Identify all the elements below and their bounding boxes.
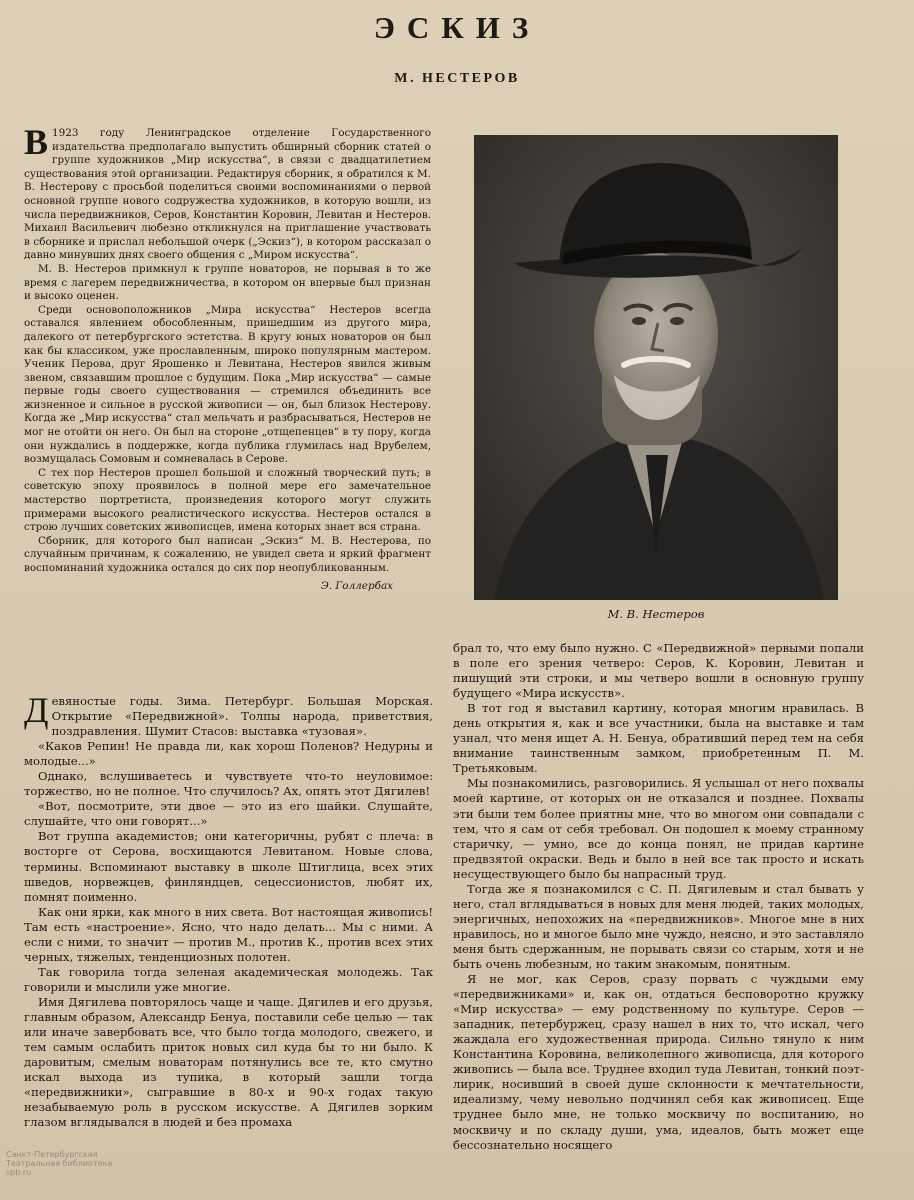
main-dropcap: Д bbox=[24, 690, 49, 730]
main-paragraph: Как они ярки, как много в них света. Вот настоящая живопись! Там есть «настроение». Ясно, что надо делать... Мы с ними. А если с ними, то значит — против М., против К., против всех этих черных, тяжелых, тенденциозных полотен. bbox=[24, 904, 433, 964]
main-paragraph: Имя Дягилева повторялось чаще и чаще. Дягилев и его друзья, главным образом, Александр Бенуа, поставили себе целью — так или иначе завербовать все, что было тогда молодого, свежего, и тем самым ослабить приток новых сил куда бы то ни было. К даровитым, смелым новаторам потянулись все те, кто смутно искал выхода из тупика, в который зашли тогда «передвижники», сыгравшие в 80-х и 90-х годах такую незабываемую роль в русском искусстве. А Дягилев зорким глазом вглядывался в людей и без промаха bbox=[24, 994, 433, 1130]
intro-paragraph: В 1923 году Ленинградское отделение Государственного издательства предполагало выпустить обширный сборник статей о группе художников „Мир искусства“, в связи с двадцатилетием существования этой организации. Редактируя сборник, я обратился к М. В. Нестерову с просьбой поделиться своими воспоминаниями о первой основной группе нового содружества художников, в которую вошли, из числа передвижников, Серов, Константин Коровин, Левитан и Нестеров. Михаил Васильевич любезно откликнулся на приглашение участвовать в сборнике и прислал небольшой очерк („Эскиз“), в котором рассказал о давно минувших днях своего общения с „Миром искусства“. bbox=[24, 122, 431, 262]
intro-signature: Э. Голлербах bbox=[320, 579, 393, 592]
intro-column bbox=[24, 122, 431, 593]
intro-dropcap: В bbox=[24, 122, 49, 162]
main-paragraph: «Вот, посмотрите, эти двое — это из его шайки. Слушайте, слушайте, что они говорят...» bbox=[24, 799, 433, 829]
intro-paragraph: Среди основоположников „Мира искусства“ Нестеров всегда оставался явлением обособленным, пришедшим из другого мира, далекого от петербургского эстетства. В кругу юных новаторов он был как бы классиком, уже прославленным, широко популярным мастером. Ученик Перова, друг Ярошенко и Левитана, Нестеров явился живым звеном, связавшим прошлое с будущим. Пока „Мир искусства“ — самые первые годы своего существования — стремился объединить все жизненное и сильное в русской живописи — он, был близок Нестерову. Когда же „Мир искусства“ стал мельчать и разбрасываться, Нестеров не мог не отойти он него. Он был на стороне „отщепенцев“ в ту пору, когда они нуждались в поддержке, когда публика глумилась над Врубелем, возмущалась Сомовым и сомневалась в Серове. bbox=[24, 303, 431, 466]
main-left-column bbox=[24, 690, 433, 1130]
main-paragraph: Тогда же я познакомился с С. П. Дягилевым и стал бывать у него, стал вглядываться в новых для меня людей, таких молодых, энергичных, непохожих на «передвижников». Многое мне в них нравилось, но и многое было мне чуждо, неясно, и это заставляло меня быть сдержанным, не порывать связи со старым, хотя и не быть очень любезным, но таким знакомым, понятным. bbox=[453, 881, 864, 971]
portrait-photo bbox=[474, 135, 838, 600]
main-paragraph: Я не мог, как Серов, сразу порвать с чуждыми ему «передвижниками» и, как он, отдаться бесповоротно кружку «Мир искусства» — ему родственному по культуре. Серов — западник, петербуржец, сразу нашел в них то, что искал, чего жаждала его художественная природа. Сильно тянуло к ним Константина Коровина, великолепного живописца, для которого живопись — была все. Труднее входил туда Левитан, тонкий поэт-лирик, носивший в своей душе склонности к мечтательности, идеализму, чему невольно подчинял себя как живописец. Еще труднее было мне, не только москвичу по воспитанию, но москвичу и по складу души, ума, идеалов, быть может еще бессознательно носящего bbox=[453, 972, 864, 1152]
intro-paragraph: Сборник, для которого был написан „Эскиз“ М. В. Нестерова, по случайным причинам, к сожалению, не увидел света и яркий фрагмент воспоминаний художника остался до сих пор неопубликованным. bbox=[24, 534, 431, 574]
portrait-figure bbox=[474, 135, 838, 600]
main-paragraph: брал то, что ему было нужно. С «Передвижной» первыми попали в поле его зрения четверо: Серов, К. Коровин, Левитан и пишущий эти строки, и мы четверо вошли в основную группу будущего «Мира искусств». bbox=[453, 641, 864, 701]
main-right-column bbox=[453, 641, 864, 1153]
library-stamp: Санкт-Петербургская Театральная библиотека spb.ru bbox=[6, 1150, 113, 1177]
intro-paragraph: М. В. Нестеров примкнул к группе новаторов, не порывая в то же время с лагерем передвижничества, в котором он впервые был признан и высоко оценен. bbox=[24, 262, 431, 303]
main-paragraph: В тот год я выставил картину, которая многим нравилась. В день открытия я, как и все участники, была на выставке и там узнал, что меня ищет А. Н. Бенуа, обративший перед тем на себя внимание таинственным замком, приобретенным П. М. Третьяковым. bbox=[453, 701, 864, 776]
main-paragraph: Вот группа академистов; они категоричны, рубят с плеча: в восторге от Серова, восхищаются Левитаном. Новые слова, термины. Вспоминают выставку в школе Штиглица, всех этих шведов, норвежцев, финляндцев, сецессионистов, любят их, помнят поименно. bbox=[24, 829, 433, 904]
main-paragraph: Так говорила тогда зеленая академическая молодежь. Так говорили и мыслили уже многие. bbox=[24, 964, 433, 994]
article-title: ЭСКИЗ bbox=[373, 10, 541, 45]
intro-paragraph: С тех пор Нестеров прошел большой и сложный творческий путь; в советскую эпоху проявилось в полной мере его замечательное мастерство портретиста, произведения которого могут служить примерами высокого реалистического искусства. Нестеров остался в строю лучших советских живописцев, имена которых знает вся страна. bbox=[24, 466, 431, 534]
photo-caption: М. В. Нестеров bbox=[607, 607, 705, 621]
main-paragraph: Мы познакомились, разговорились. Я услышал от него похвалы моей картине, от которых он не отказался и позднее. Похвалы эти были тем более приятны мне, что во многом они совпадали с тем, что я сам от себя требовал. Он подошел к моему странному старичку, — умно, все до конца понял, не придав картине предвзятой окраски. Ведь и было в ней все так просто и искать несуществующего было бы напрасный труд. bbox=[453, 776, 864, 881]
main-paragraph: «Каков Репин! Не правда ли, как хорош Поленов? Недурны и молодые...» bbox=[24, 739, 433, 769]
main-paragraph: Девяностые годы. Зима. Петербург. Большая Морская. Открытие «Передвижной». Толпы народа, приветствия, поздравления. Шумит Стасов: выставка «тузовая». bbox=[24, 690, 433, 739]
article-author: М. НЕСТЕРОВ bbox=[394, 71, 520, 86]
main-paragraph: Однако, вслушиваетесь и чувствуете что-то неуловимое: торжество, но не полное. Что случилось? Ах, опять этот Дягилев! bbox=[24, 769, 433, 799]
